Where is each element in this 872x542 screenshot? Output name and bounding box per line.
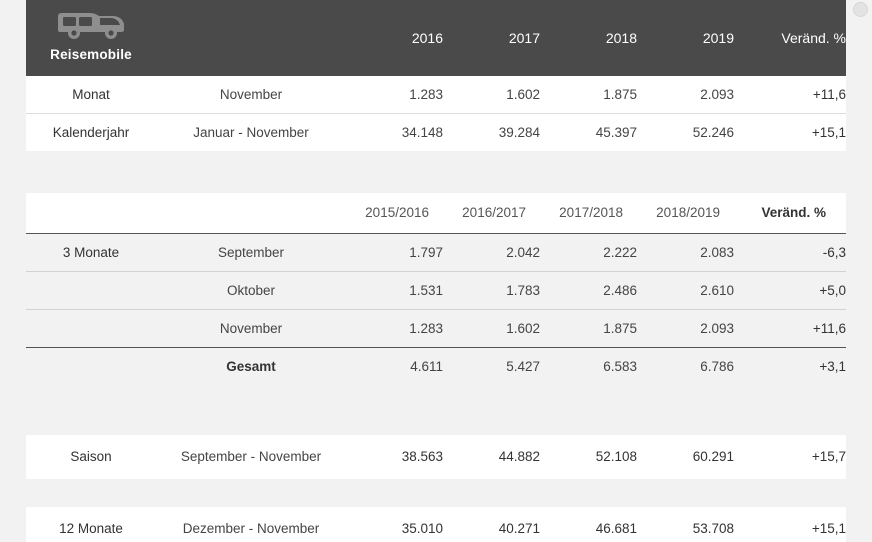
- row-value-1: 1.283: [409, 87, 443, 102]
- row-value-4: 6.786: [700, 358, 734, 374]
- spacer: [0, 151, 872, 179]
- brand-name: Reisemobile: [50, 47, 132, 62]
- row-value-2: 5.427: [506, 358, 540, 374]
- row-value-4: 53.708: [692, 521, 734, 536]
- row-value-3: 46.681: [595, 521, 637, 536]
- row-period: Januar - November: [193, 125, 309, 140]
- table-row[interactable]: [26, 114, 846, 152]
- row-value-2: 1.602: [506, 320, 540, 336]
- table-row[interactable]: [26, 271, 846, 309]
- header-year-3: 2018: [605, 30, 637, 46]
- row-period: Dezember - November: [182, 521, 320, 536]
- row-period: November: [219, 87, 283, 102]
- row-value-2: 40.271: [498, 521, 540, 536]
- row-value-3: 45.397: [595, 125, 637, 140]
- block-3-monate: [26, 193, 846, 385]
- row-change: +3,1: [819, 358, 846, 374]
- table-row[interactable]: [26, 309, 846, 347]
- row-value-1: 1.283: [409, 320, 443, 336]
- row-value-4: 2.083: [700, 244, 734, 260]
- row-value-4: 2.093: [700, 320, 734, 336]
- table-block3: [26, 435, 846, 479]
- row-period: Gesamt: [226, 358, 276, 374]
- row-change: -6,3: [822, 244, 846, 260]
- spacer: [0, 179, 872, 193]
- table-block1: [26, 76, 846, 151]
- brand-logo: [26, 0, 156, 76]
- table-block4: [26, 507, 846, 542]
- spacer: [0, 479, 872, 507]
- row-value-3: 6.583: [603, 358, 637, 374]
- row-change: +11,6: [812, 320, 846, 336]
- row-value-1: 35.010: [401, 521, 443, 536]
- row-value-3: 2.222: [603, 244, 637, 260]
- row-change: +15,7: [811, 449, 846, 464]
- block-saison: [26, 435, 846, 479]
- scrollbar-thumb[interactable]: [853, 2, 868, 17]
- header-year-2: 2017: [508, 30, 540, 46]
- row-value-2: 39.284: [498, 125, 540, 140]
- row-value-3: 1.875: [603, 87, 637, 102]
- table-row[interactable]: [26, 507, 846, 542]
- row-value-3: 1.875: [603, 320, 637, 336]
- header-change: Veränd. %: [781, 30, 846, 46]
- table-header-dark: [26, 0, 846, 76]
- row-label: Kalenderjahr: [52, 125, 130, 140]
- row-label: [26, 309, 156, 347]
- row-label: 3 Monate: [62, 244, 120, 260]
- row-change: +15,1: [811, 125, 846, 140]
- header-season-1: 2015/2016: [365, 205, 429, 221]
- row-label: 12 Monate: [59, 521, 123, 536]
- table-row[interactable]: [26, 76, 846, 114]
- header-season-4: 2018/2019: [656, 205, 720, 221]
- row-value-3: 52.108: [595, 449, 637, 464]
- row-value-4: 60.291: [692, 449, 734, 464]
- row-value-1: 1.797: [409, 244, 443, 260]
- row-label: [26, 271, 156, 309]
- row-period: September - November: [180, 449, 322, 464]
- row-change: +11,6: [812, 87, 846, 102]
- row-value-4: 2.093: [700, 87, 734, 102]
- header-year-4: 2019: [702, 30, 734, 46]
- table-header-light: [26, 193, 846, 233]
- table-row[interactable]: [26, 435, 846, 479]
- table-row[interactable]: [26, 233, 846, 271]
- row-value-2: 1.602: [506, 87, 540, 102]
- spacer: [0, 413, 872, 435]
- table-block2: [26, 193, 846, 385]
- block-12-monate: [26, 507, 846, 542]
- row-value-4: 2.610: [700, 282, 734, 298]
- row-value-2: 2.042: [506, 244, 540, 260]
- row-value-3: 2.486: [603, 282, 637, 298]
- row-value-1: 38.563: [401, 449, 443, 464]
- camper-van-icon: [54, 4, 128, 44]
- row-period: September: [217, 244, 285, 260]
- row-value-1: 1.531: [409, 282, 443, 298]
- row-change: +15,1: [811, 521, 846, 536]
- row-value-2: 44.882: [498, 449, 540, 464]
- row-label: Saison: [70, 449, 112, 464]
- row-label: Monat: [72, 87, 110, 102]
- row-period: Oktober: [226, 282, 276, 298]
- row-value-2: 1.783: [506, 282, 540, 298]
- block-monat-kalenderjahr: [26, 0, 846, 151]
- row-period: November: [219, 320, 283, 336]
- header-season-3: 2017/2018: [559, 205, 623, 221]
- header-year-1: 2016: [411, 30, 443, 46]
- header-season-2: 2016/2017: [462, 205, 526, 221]
- header-change: Veränd. %: [761, 205, 826, 221]
- table-row-total[interactable]: [26, 347, 846, 385]
- row-change: +5,0: [819, 282, 846, 298]
- row-value-1: 34.148: [401, 125, 443, 140]
- row-label: [26, 347, 156, 385]
- row-value-1: 4.611: [410, 358, 443, 374]
- spacer: [0, 385, 872, 413]
- row-value-4: 52.246: [692, 125, 734, 140]
